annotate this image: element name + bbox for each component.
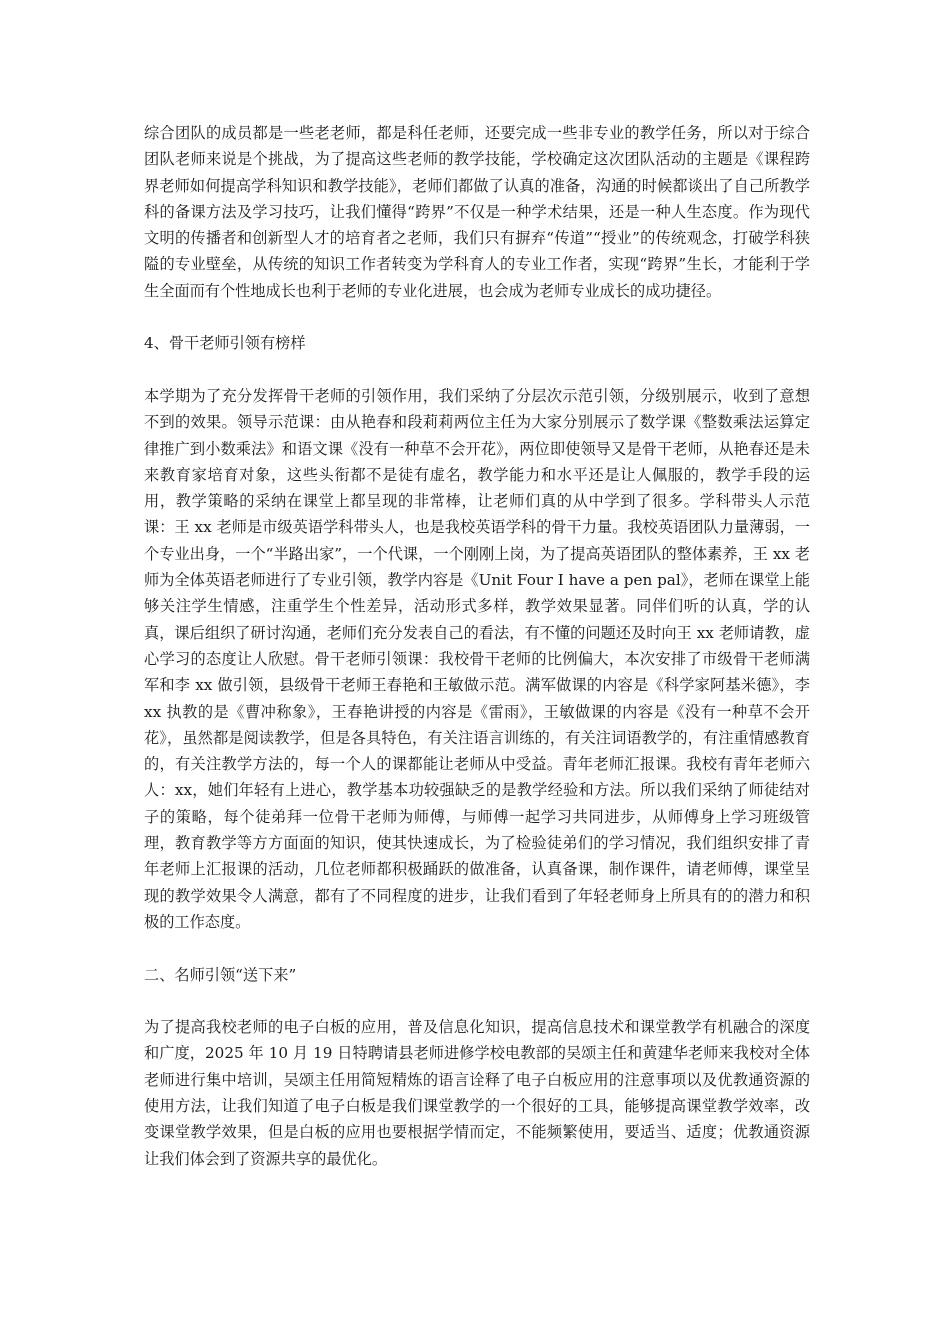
paragraph-team-integration: 综合团队的成员都是一些老老师，都是科任老师，还要完成一些非专业的教学任务，所以对于综合团队老师来说是个挑战，为了提高这些老师的教学技能，学校确定这次团队活动的主题是《课程跨界老师如何提高学科知识和教学技能》，老师们都做了认真的准备，沟通的时候都谈出了自己所教学科的备课方法及学习技巧，让我们懂得“跨界”不仅是一种学术结果，还是一种人生态度。作为现代文明的传播者和创新型人才的培育者之老师，我们只有摒弃“传道”“授业”的传统观念，打破学科狭隘的专业壁垒，从传统的知识工作者转变为学科育人的专业工作者，实现“跨界”生长，才能利于学生全面而有个性地成长也利于老师的专业化进展，也会成为老师专业成长的成功捷径。: [144, 124, 810, 300]
section-heading-famous-teachers: 二、名师引领“送下来”: [144, 965, 297, 984]
document-page: [144, 120, 810, 1172]
section-heading-backbone-teachers: 4、骨干老师引领有榜样: [144, 334, 306, 353]
paragraph-backbone-teachers: 本学期为了充分发挥骨干老师的引领作用，我们采纳了分层次示范引领，分级别展示，收到了意想不到的效果。领导示范课：由从艳春和段莉莉两位主任为大家分别展示了数学课《整数乘法运算定律推广到小数乘法》和语文课《没有一种草不会开花》，两位即使领导又是骨干老师，从艳春还是未来教育家培育对象，这些头衔都不是徒有虚名，教学能力和水平还是让人佩服的，教学手段的运用，教学策略的采纳在课堂上都呈现的非常棒，让老师们真的从中学到了很多。学科带头人示范课：王 xx 老师是市级英语学科带头人，也是我校英语学科的骨干力量。我校英语团队力量薄弱，一个专业出身，一个“半路出家”，一个代课，一个刚刚上岗，为了提高英语团队的整体素养，王 xx 老师为全体英语老师进行了专业引领，教学内容是《Unit Four I have a pen pal》，老师在课堂上能够关注学生情感，注重学生个性差异，活动形式多样，教学效果显著。同伴们听的认真，学的认真，课后组织了研讨沟通，老师们充分发表自己的看法，有不懂的问题还及时向王 xx 老师请教，虚心学习的态度让人欣慰。骨干老师引领课：我校骨干老师的比例偏大，本次安排了市级骨干老师满军和李 xx 做引领，县级骨干老师王春艳和王敏做示范。满军做课的内容是《科学家阿基米德》，李 xx 执教的是《曹冲称象》，王春艳讲授的内容是《雷雨》，王敏做课的内容是《没有一种草不会开花》，虽然都是阅读教学，但是各具特色，有关注语言训练的，有关注词语教学的，有注重情感教育的，有关注教学方法的，每一个人的课都能让老师从中受益。青年老师汇报课。我校有青年老师六人：xx，她们年轻有上进心，教学基本功较强缺乏的是教学经验和方法。所以我们采纳了师徒结对子的策略，每个徒弟拜一位骨干老师为师傅，与师傅一起学习共同进步，从师傅身上学习班级管理，教育教学等方方面面的知识，使其快速成长，为了检验徒弟们的学习情况，我们组织安排了青年老师上汇报课的活动，几位老师都积极踊跃的做准备，认真备课，制作课件，请老师傅，课堂呈现的教学效果令人满意，都有了不同程度的进步，让我们看到了年轻老师身上所具有的的潜力和积极的工作态度。: [144, 386, 810, 931]
paragraph-whiteboard-training: 为了提高我校老师的电子白板的应用，普及信息化知识，提高信息技术和课堂教学有机融合的深度和广度，2025 年 10 月 19 日特聘请县老师进修学校电教部的吴颂主任和黄建华老师来我校对全体老师进行集中培训，吴颂主任用简短精炼的语言诠释了电子白板应用的注意事项以及优教通资源的使用方法，让我们知道了电子白板是我们课堂教学的一个很好的工具，能够提高课堂教学效率，改变课堂教学效果，但是白板的应用也要根据学情而定，不能频繁使用，要适当、适度；优教通资源让我们体会到了资源共享的最优化。: [144, 1018, 810, 1168]
